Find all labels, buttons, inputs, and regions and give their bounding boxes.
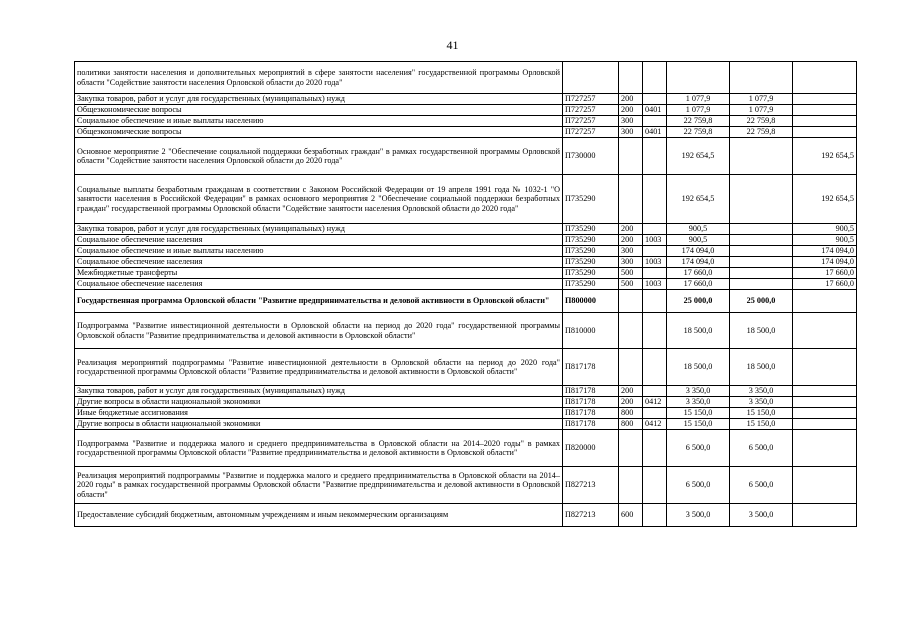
expense-type-cell bbox=[619, 349, 643, 386]
expense-type-cell: 200 bbox=[619, 94, 643, 105]
table-row bbox=[75, 94, 857, 105]
expense-type-cell: 600 bbox=[619, 504, 643, 527]
target-code-cell: П727257 bbox=[563, 127, 619, 138]
total-amount-cell: 18 500,0 bbox=[667, 349, 730, 386]
section-code-cell bbox=[643, 246, 667, 257]
table-row bbox=[75, 397, 857, 408]
federal-amount-cell: 192 654,5 bbox=[793, 175, 857, 224]
row-name-cell: Реализация мероприятий подпрограммы "Развитие инвестиционной деятельности в Орловской области на период до 2020 года" государственной программы Орловской области "Развитие предпринимательства и деловой активности в Орловской области" bbox=[75, 349, 563, 386]
table-row bbox=[75, 127, 857, 138]
total-amount-cell bbox=[667, 62, 730, 94]
row-name-cell: Общеэкономические вопросы bbox=[75, 127, 563, 138]
federal-amount-cell bbox=[793, 116, 857, 127]
regional-amount-cell: 18 500,0 bbox=[730, 313, 793, 349]
total-amount-cell: 900,5 bbox=[667, 235, 730, 246]
total-amount-cell: 15 150,0 bbox=[667, 408, 730, 419]
row-name-cell: политики занятости населения и дополнительных мероприятий в сфере занятости населения" государственной программы Орловской области "Содействие занятости населения Орловской области до 2020 года" bbox=[75, 62, 563, 94]
expense-type-cell: 300 bbox=[619, 127, 643, 138]
total-amount-cell: 192 654,5 bbox=[667, 138, 730, 175]
expense-type-cell: 200 bbox=[619, 224, 643, 235]
federal-amount-cell bbox=[793, 419, 857, 430]
row-name-cell: Другие вопросы в области национальной экономики bbox=[75, 419, 563, 430]
row-name-cell: Иные бюджетные ассигнования bbox=[75, 408, 563, 419]
target-code-cell: П735290 bbox=[563, 224, 619, 235]
federal-amount-cell: 900,5 bbox=[793, 224, 857, 235]
federal-amount-cell bbox=[793, 386, 857, 397]
regional-amount-cell bbox=[730, 138, 793, 175]
target-code-cell: П727257 bbox=[563, 105, 619, 116]
federal-amount-cell bbox=[793, 62, 857, 94]
row-name-cell: Реализация мероприятий подпрограммы "Развитие и поддержка малого и среднего предпринимательства в Орловской области на 2014–2020 годы" в рамках государственной программы Орловской области "Развитие предпринимательства и деловой активности в Орловской области" bbox=[75, 467, 563, 504]
table-row bbox=[75, 235, 857, 246]
row-name-cell: Общеэкономические вопросы bbox=[75, 105, 563, 116]
total-amount-cell: 6 500,0 bbox=[667, 430, 730, 467]
target-code-cell: П730000 bbox=[563, 138, 619, 175]
row-name-cell: Социальное обеспечение населения bbox=[75, 257, 563, 268]
section-code-cell bbox=[643, 116, 667, 127]
row-name-cell: Государственная программа Орловской области "Развитие предпринимательства и деловой активности в Орловской области" bbox=[75, 290, 563, 313]
row-name-cell: Предоставление субсидий бюджетным, автономным учреждениям и иным некоммерческим организациям bbox=[75, 504, 563, 527]
target-code-cell: П800000 bbox=[563, 290, 619, 313]
expense-type-cell: 800 bbox=[619, 408, 643, 419]
expense-type-cell bbox=[619, 62, 643, 94]
regional-amount-cell: 3 350,0 bbox=[730, 397, 793, 408]
federal-amount-cell bbox=[793, 349, 857, 386]
expense-type-cell bbox=[619, 175, 643, 224]
target-code-cell: П727257 bbox=[563, 116, 619, 127]
federal-amount-cell bbox=[793, 430, 857, 467]
total-amount-cell: 1 077,9 bbox=[667, 105, 730, 116]
target-code-cell: П727257 bbox=[563, 94, 619, 105]
section-code-cell: 0412 bbox=[643, 419, 667, 430]
federal-amount-cell: 192 654,5 bbox=[793, 138, 857, 175]
table-row bbox=[75, 313, 857, 349]
federal-amount-cell: 900,5 bbox=[793, 235, 857, 246]
expense-type-cell: 200 bbox=[619, 105, 643, 116]
section-code-cell bbox=[643, 224, 667, 235]
table-row bbox=[75, 138, 857, 175]
table-row bbox=[75, 386, 857, 397]
federal-amount-cell bbox=[793, 397, 857, 408]
expense-type-cell bbox=[619, 313, 643, 349]
total-amount-cell: 3 350,0 bbox=[667, 397, 730, 408]
section-code-cell bbox=[643, 138, 667, 175]
target-code-cell: П827213 bbox=[563, 467, 619, 504]
federal-amount-cell bbox=[793, 290, 857, 313]
total-amount-cell: 25 000,0 bbox=[667, 290, 730, 313]
regional-amount-cell bbox=[730, 235, 793, 246]
target-code-cell: П817178 bbox=[563, 386, 619, 397]
target-code-cell: П735290 bbox=[563, 175, 619, 224]
table-row bbox=[75, 224, 857, 235]
row-name-cell: Закупка товаров, работ и услуг для государственных (муниципальных) нужд bbox=[75, 94, 563, 105]
row-name-cell: Социальное обеспечение и иные выплаты населению bbox=[75, 246, 563, 257]
table-row bbox=[75, 408, 857, 419]
target-code-cell: П817178 bbox=[563, 408, 619, 419]
federal-amount-cell: 17 660,0 bbox=[793, 279, 857, 290]
section-code-cell: 0401 bbox=[643, 105, 667, 116]
section-code-cell bbox=[643, 430, 667, 467]
target-code-cell: П735290 bbox=[563, 246, 619, 257]
federal-amount-cell bbox=[793, 467, 857, 504]
federal-amount-cell bbox=[793, 127, 857, 138]
row-name-cell: Подпрограмма "Развитие инвестиционной деятельности в Орловской области на период до 2020 года" государственной программы Орловской области "Развитие предпринимательства и деловой активности в Орловской области" bbox=[75, 313, 563, 349]
regional-amount-cell: 22 759,8 bbox=[730, 116, 793, 127]
regional-amount-cell: 6 500,0 bbox=[730, 430, 793, 467]
regional-amount-cell bbox=[730, 246, 793, 257]
total-amount-cell: 3 500,0 bbox=[667, 504, 730, 527]
regional-amount-cell: 25 000,0 bbox=[730, 290, 793, 313]
total-amount-cell: 174 094,0 bbox=[667, 246, 730, 257]
row-name-cell: Другие вопросы в области национальной экономики bbox=[75, 397, 563, 408]
federal-amount-cell: 17 660,0 bbox=[793, 268, 857, 279]
target-code-cell: П817178 bbox=[563, 397, 619, 408]
row-name-cell: Социальное обеспечение и иные выплаты населению bbox=[75, 116, 563, 127]
regional-amount-cell: 1 077,9 bbox=[730, 105, 793, 116]
budget-table bbox=[74, 61, 857, 527]
table-row bbox=[75, 349, 857, 386]
target-code-cell: П820000 bbox=[563, 430, 619, 467]
expense-type-cell: 200 bbox=[619, 235, 643, 246]
section-code-cell: 1003 bbox=[643, 235, 667, 246]
table-row bbox=[75, 419, 857, 430]
target-code-cell: П810000 bbox=[563, 313, 619, 349]
section-code-cell bbox=[643, 290, 667, 313]
regional-amount-cell: 15 150,0 bbox=[730, 419, 793, 430]
table-row bbox=[75, 467, 857, 504]
regional-amount-cell: 22 759,8 bbox=[730, 127, 793, 138]
regional-amount-cell bbox=[730, 62, 793, 94]
target-code-cell: П827213 bbox=[563, 504, 619, 527]
row-name-cell: Закупка товаров, работ и услуг для государственных (муниципальных) нужд bbox=[75, 224, 563, 235]
total-amount-cell: 192 654,5 bbox=[667, 175, 730, 224]
federal-amount-cell: 174 094,0 bbox=[793, 246, 857, 257]
table-row bbox=[75, 246, 857, 257]
regional-amount-cell bbox=[730, 224, 793, 235]
total-amount-cell: 18 500,0 bbox=[667, 313, 730, 349]
expense-type-cell: 300 bbox=[619, 116, 643, 127]
table-row bbox=[75, 279, 857, 290]
row-name-cell: Закупка товаров, работ и услуг для государственных (муниципальных) нужд bbox=[75, 386, 563, 397]
regional-amount-cell: 6 500,0 bbox=[730, 467, 793, 504]
federal-amount-cell bbox=[793, 105, 857, 116]
expense-type-cell bbox=[619, 138, 643, 175]
federal-amount-cell bbox=[793, 504, 857, 527]
section-code-cell bbox=[643, 268, 667, 279]
target-code-cell: П735290 bbox=[563, 279, 619, 290]
section-code-cell bbox=[643, 467, 667, 504]
row-name-cell: Межбюджетные трансферты bbox=[75, 268, 563, 279]
expense-type-cell: 500 bbox=[619, 268, 643, 279]
regional-amount-cell: 15 150,0 bbox=[730, 408, 793, 419]
table-row bbox=[75, 62, 857, 94]
regional-amount-cell bbox=[730, 268, 793, 279]
expense-type-cell: 300 bbox=[619, 246, 643, 257]
row-name-cell: Подпрограмма "Развитие и поддержка малого и среднего предпринимательства в Орловской области на 2014–2020 годы" в рамках государственной программы Орловской области "Развитие предпринимательства и деловой активности в Орловской области" bbox=[75, 430, 563, 467]
table-row bbox=[75, 430, 857, 467]
total-amount-cell: 22 759,8 bbox=[667, 116, 730, 127]
target-code-cell: П817178 bbox=[563, 349, 619, 386]
section-code-cell: 1003 bbox=[643, 257, 667, 268]
federal-amount-cell bbox=[793, 94, 857, 105]
table-row bbox=[75, 116, 857, 127]
table-row bbox=[75, 290, 857, 313]
section-code-cell: 1003 bbox=[643, 279, 667, 290]
regional-amount-cell: 3 500,0 bbox=[730, 504, 793, 527]
total-amount-cell: 17 660,0 bbox=[667, 268, 730, 279]
federal-amount-cell: 174 094,0 bbox=[793, 257, 857, 268]
target-code-cell: П817178 bbox=[563, 419, 619, 430]
total-amount-cell: 22 759,8 bbox=[667, 127, 730, 138]
table-row bbox=[75, 268, 857, 279]
expense-type-cell: 500 bbox=[619, 279, 643, 290]
table-body bbox=[75, 62, 857, 527]
regional-amount-cell: 3 350,0 bbox=[730, 386, 793, 397]
total-amount-cell: 15 150,0 bbox=[667, 419, 730, 430]
section-code-cell bbox=[643, 349, 667, 386]
expense-type-cell: 200 bbox=[619, 397, 643, 408]
total-amount-cell: 17 660,0 bbox=[667, 279, 730, 290]
target-code-cell: П735290 bbox=[563, 268, 619, 279]
regional-amount-cell bbox=[730, 257, 793, 268]
total-amount-cell: 1 077,9 bbox=[667, 94, 730, 105]
row-name-cell: Социальное обеспечение населения bbox=[75, 235, 563, 246]
expense-type-cell: 200 bbox=[619, 386, 643, 397]
regional-amount-cell: 18 500,0 bbox=[730, 349, 793, 386]
section-code-cell bbox=[643, 408, 667, 419]
section-code-cell bbox=[643, 504, 667, 527]
expense-type-cell bbox=[619, 290, 643, 313]
total-amount-cell: 174 094,0 bbox=[667, 257, 730, 268]
total-amount-cell: 900,5 bbox=[667, 224, 730, 235]
table-row bbox=[75, 504, 857, 527]
row-name-cell: Основное мероприятие 2 "Обеспечение социальной поддержки безработных граждан" в рамках государственной программы Орловской области "Содействие занятости населения Орловской области до 2020 года" bbox=[75, 138, 563, 175]
section-code-cell bbox=[643, 62, 667, 94]
federal-amount-cell bbox=[793, 408, 857, 419]
regional-amount-cell bbox=[730, 279, 793, 290]
section-code-cell: 0412 bbox=[643, 397, 667, 408]
section-code-cell: 0401 bbox=[643, 127, 667, 138]
total-amount-cell: 3 350,0 bbox=[667, 386, 730, 397]
expense-type-cell bbox=[619, 467, 643, 504]
expense-type-cell: 800 bbox=[619, 419, 643, 430]
table-row bbox=[75, 175, 857, 224]
target-code-cell: П735290 bbox=[563, 235, 619, 246]
expense-type-cell: 300 bbox=[619, 257, 643, 268]
regional-amount-cell: 1 077,9 bbox=[730, 94, 793, 105]
table-row bbox=[75, 105, 857, 116]
table-row bbox=[75, 257, 857, 268]
target-code-cell bbox=[563, 62, 619, 94]
section-code-cell bbox=[643, 386, 667, 397]
section-code-cell bbox=[643, 175, 667, 224]
row-name-cell: Социальные выплаты безработным гражданам в соответствии с Законом Российской Федерации от 19 апреля 1991 года № 1032-1 "О занятости населения в Российской Федерации" в рамках основного мероприятия 2 "Обеспечение социальной поддержки безработных граждан" государственной программы Орловской области "Содействие занятости населения Орловской области до 2020 года" bbox=[75, 175, 563, 224]
section-code-cell bbox=[643, 313, 667, 349]
target-code-cell: П735290 bbox=[563, 257, 619, 268]
federal-amount-cell bbox=[793, 313, 857, 349]
total-amount-cell: 6 500,0 bbox=[667, 467, 730, 504]
row-name-cell: Социальное обеспечение населения bbox=[75, 279, 563, 290]
section-code-cell bbox=[643, 94, 667, 105]
regional-amount-cell bbox=[730, 175, 793, 224]
page-number: 41 bbox=[446, 38, 459, 52]
expense-type-cell bbox=[619, 430, 643, 467]
